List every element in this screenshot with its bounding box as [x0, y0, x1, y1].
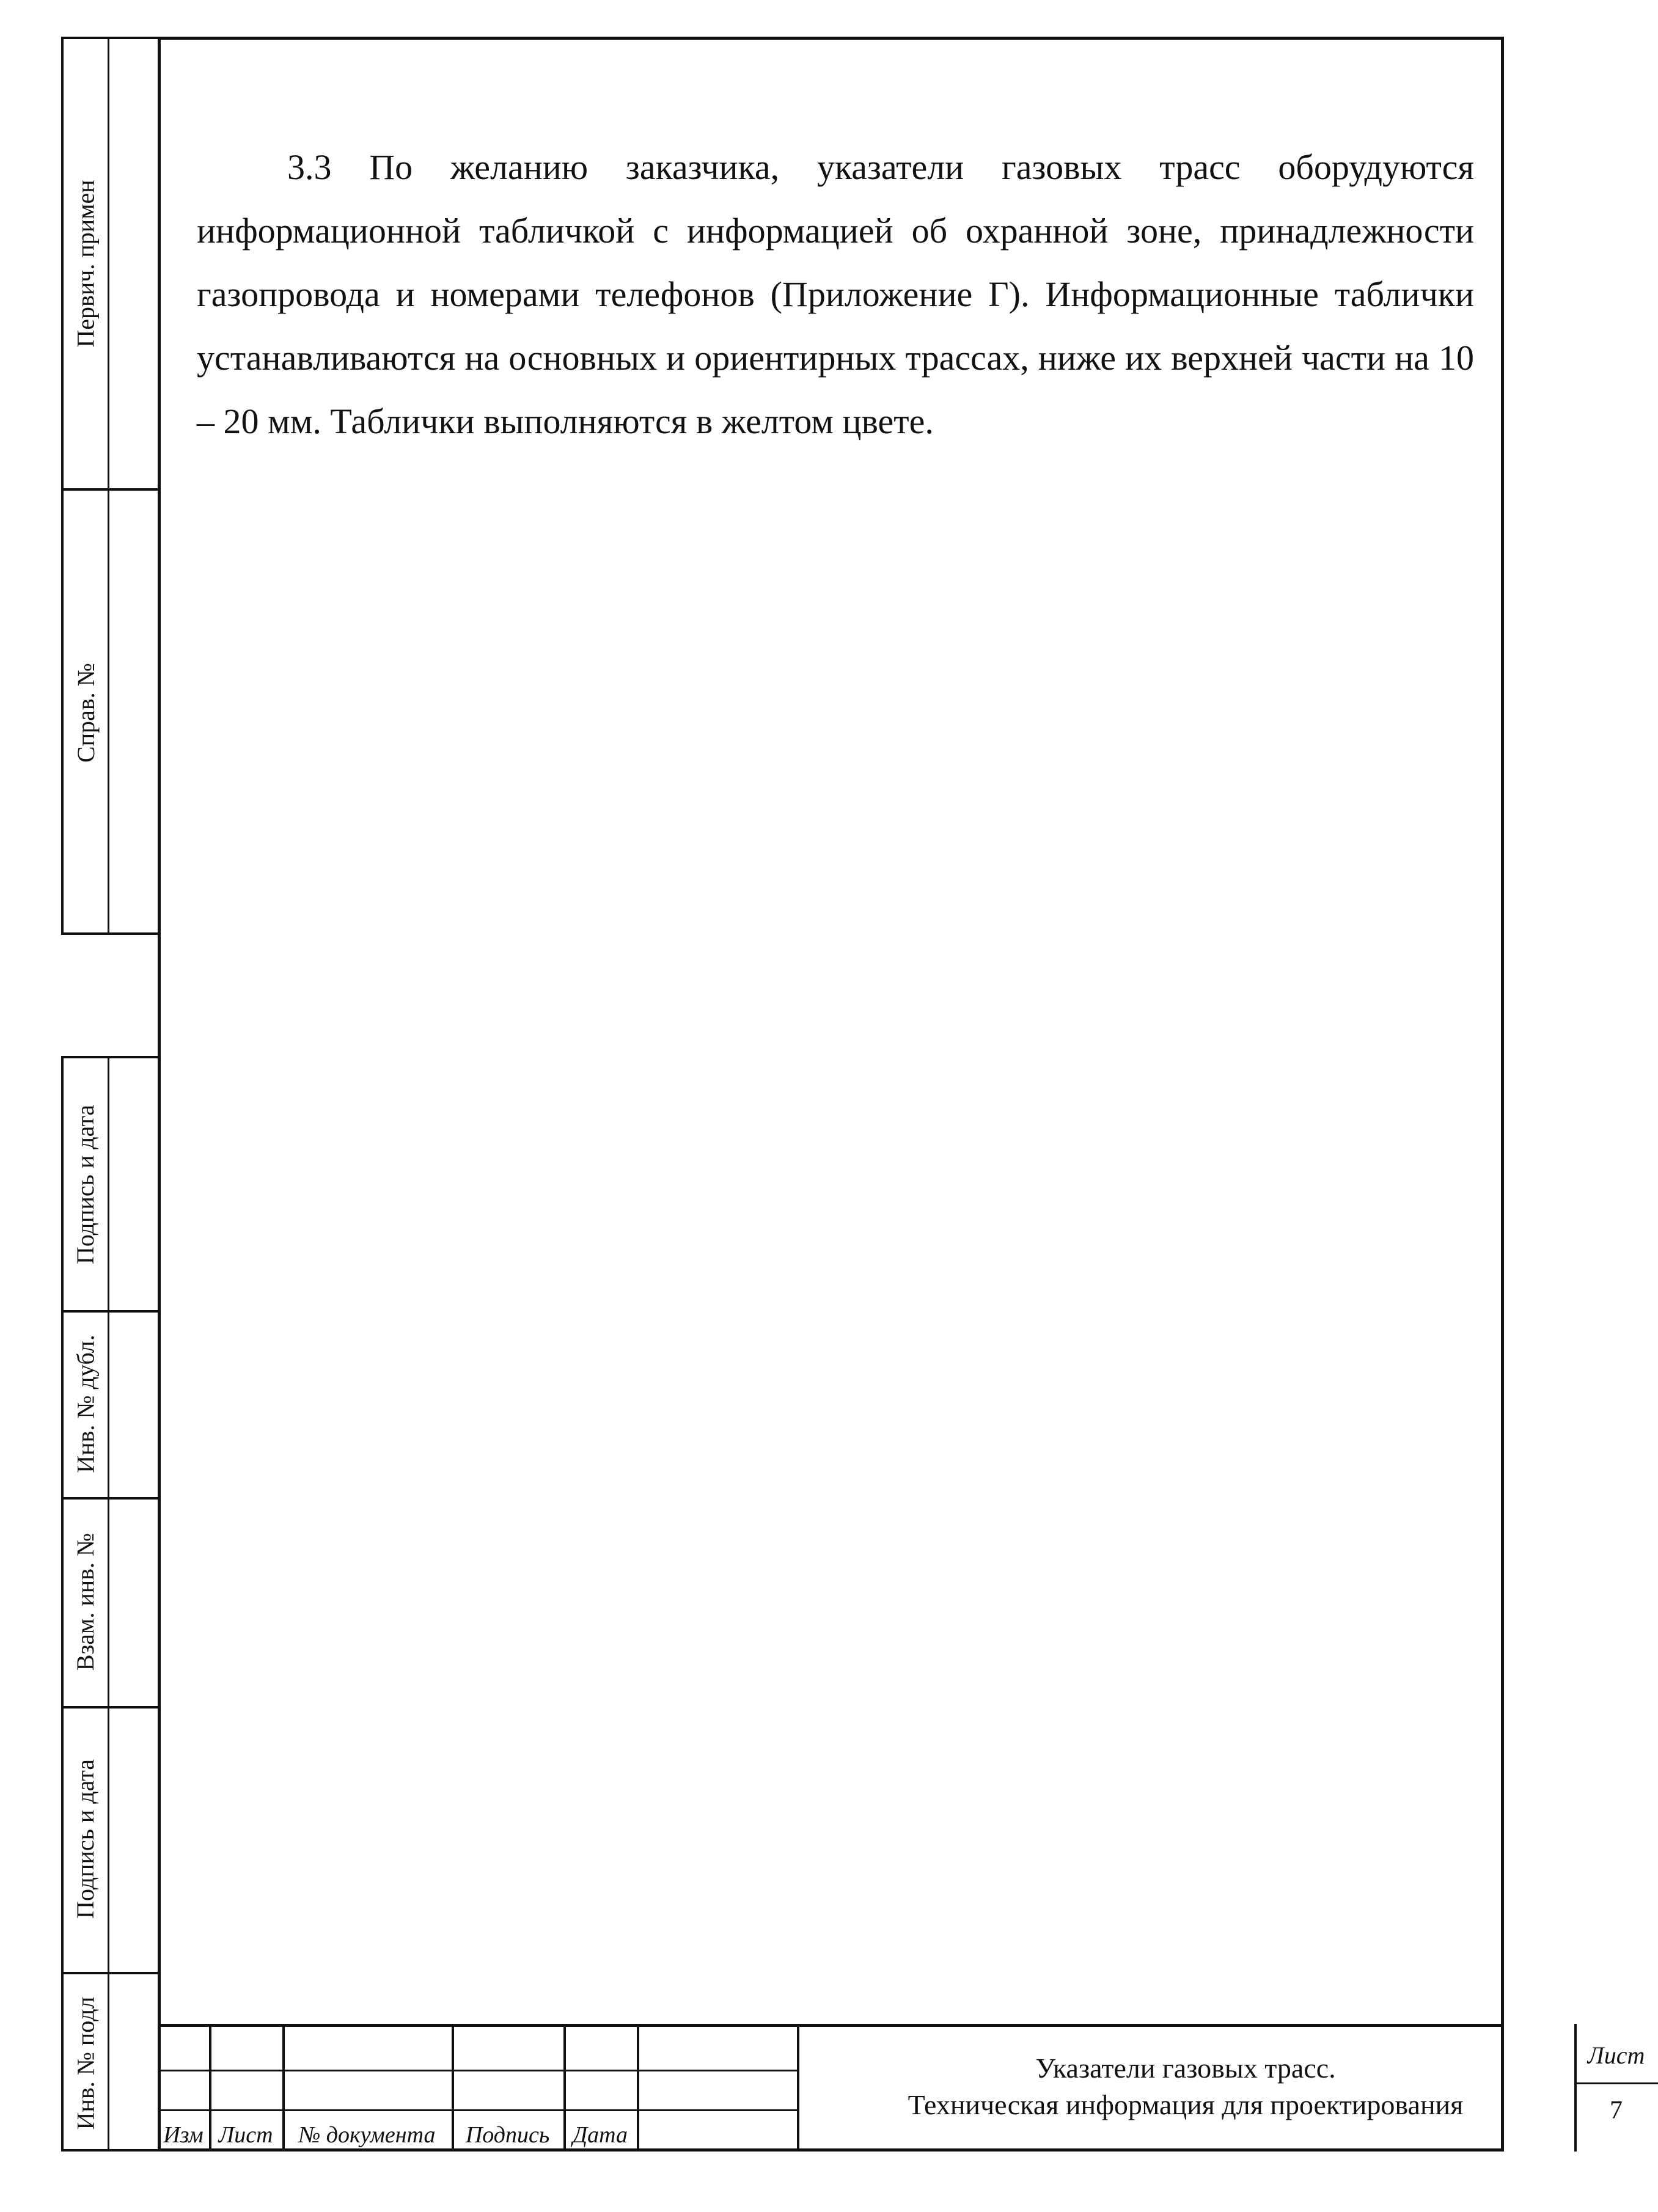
side-label-first-use: Первич. примен: [72, 180, 100, 348]
side-label-replacement-inv: Взам. инв. №: [72, 1533, 100, 1671]
side-stamp-lower: [61, 1056, 158, 2152]
document-body: [197, 136, 1474, 453]
sheet-number: 7: [1610, 2097, 1623, 2125]
column-change: Изм: [163, 2122, 204, 2148]
paragraph-3-3: 3.3 По желанию заказчика, указатели газовых трасс оборудуются информационной табличкой с информацией об охранной зоне, принадлежности газопровода и номерами телефонов (Приложение Г). Информационные таблички устанавливаются на основных и ориентирных трассах, ниже их верхней части на 10 – 20 мм. Таблички выполняются в желтом цвете.: [197, 147, 1474, 441]
column-signature: Подпись: [465, 2122, 550, 2148]
title-block: [158, 2024, 1645, 2152]
column-sheet: Лист: [218, 2122, 273, 2148]
document-title-line-2: Техническая информация для проектирования: [908, 2089, 1464, 2120]
side-label-signature-date-2: Подпись и дата: [72, 1759, 100, 1919]
sheet-label: Лист: [1587, 2042, 1645, 2069]
side-stamp-upper: [61, 37, 158, 935]
side-label-reference-no: Справ. №: [72, 663, 100, 763]
column-date: Дата: [572, 2122, 628, 2148]
side-label-original-inv: Инв. № подл: [72, 1996, 100, 2130]
side-label-signature-date-1: Подпись и дата: [72, 1104, 100, 1264]
document-title-line-1: Указатели газовых трасс.: [1035, 2053, 1336, 2084]
side-label-duplicate-inv: Инв. № дубл.: [72, 1334, 100, 1473]
column-document-no: № документа: [298, 2122, 436, 2148]
